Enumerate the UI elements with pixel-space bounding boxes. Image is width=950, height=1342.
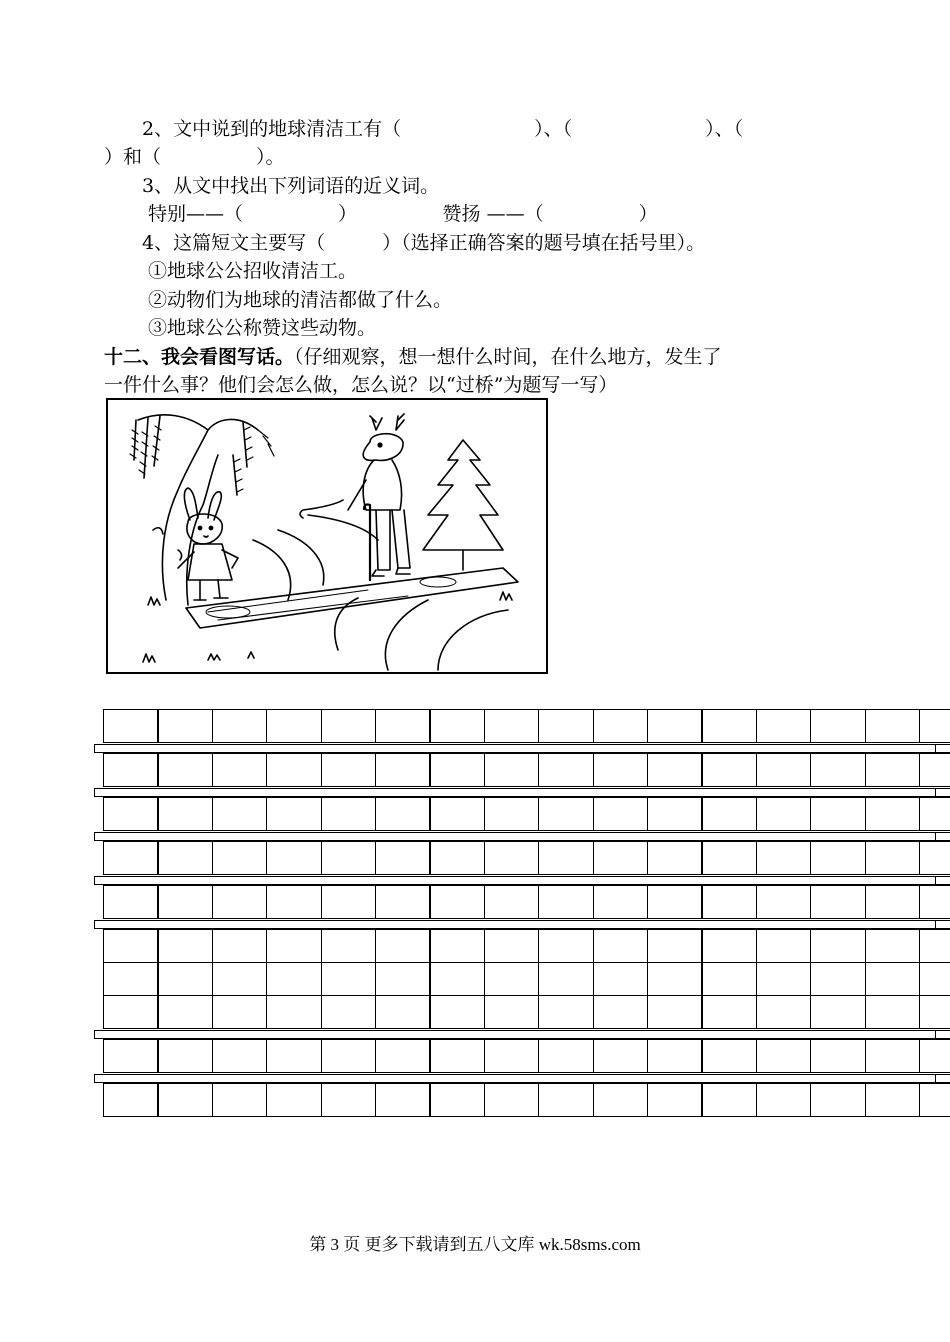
grid-cell[interactable] (266, 885, 322, 919)
grid-cell[interactable] (593, 885, 649, 919)
grid-cell[interactable] (321, 1039, 377, 1073)
grid-cell[interactable] (919, 962, 950, 996)
grid-cell[interactable] (266, 929, 322, 963)
grid-cell[interactable] (157, 797, 213, 831)
grid-cell[interactable] (484, 753, 540, 787)
grid-cell[interactable] (321, 753, 377, 787)
question-3-synonym-pairs: 特别——（ ） 赞扬 ——（ ） (104, 203, 658, 225)
grid-cell[interactable] (157, 1039, 213, 1073)
grid-cell[interactable] (810, 885, 866, 919)
question-2-line-1: 2、文中说到的地球清洁工有（ ）、（ ）、（ (104, 118, 744, 140)
grid-cell[interactable] (810, 709, 866, 743)
grid-cell[interactable] (157, 841, 213, 875)
illustration-drawing (108, 400, 546, 672)
grid-cell[interactable] (266, 962, 322, 996)
grid-cell[interactable] (484, 709, 540, 743)
grid-row (103, 885, 950, 919)
grid-cell[interactable] (429, 841, 485, 875)
grid-cell[interactable] (647, 929, 703, 963)
grid-cell[interactable] (212, 797, 268, 831)
pine-tree (423, 440, 503, 550)
grid-cell[interactable] (919, 929, 950, 963)
grid-row (103, 753, 950, 787)
grid-cell[interactable] (593, 929, 649, 963)
grid-cell[interactable] (865, 753, 921, 787)
grid-cell[interactable] (647, 885, 703, 919)
grid-cell[interactable] (429, 753, 485, 787)
grid-cell[interactable] (321, 1083, 377, 1117)
grid-cell[interactable] (701, 797, 757, 831)
grid-cell[interactable] (701, 709, 757, 743)
grid-cell[interactable] (375, 885, 431, 919)
grid-cell[interactable] (103, 841, 159, 875)
grid-row (103, 709, 950, 743)
grid-cell[interactable] (538, 929, 594, 963)
grid-cell[interactable] (103, 1039, 159, 1073)
grid-cell[interactable] (103, 929, 159, 963)
grid-cell[interactable] (756, 709, 812, 743)
grid-cell[interactable] (484, 1083, 540, 1117)
grid-cell[interactable] (538, 753, 594, 787)
grid-cell[interactable] (919, 1039, 950, 1073)
grid-row (103, 995, 950, 1029)
grid-cell[interactable] (919, 995, 950, 1029)
option-1: ①地球公公招收清洁工。 (104, 260, 358, 282)
grid-cell[interactable] (593, 797, 649, 831)
grid-cell[interactable] (647, 1083, 703, 1117)
grid-cell[interactable] (593, 962, 649, 996)
grid-cell[interactable] (865, 929, 921, 963)
log-bridge (186, 568, 518, 628)
grid-cell[interactable] (701, 995, 757, 1029)
grid-cell[interactable] (647, 841, 703, 875)
grid-row-separator (94, 744, 950, 753)
grid-cell[interactable] (865, 885, 921, 919)
grid-cell[interactable] (321, 962, 377, 996)
grid-cell[interactable] (484, 841, 540, 875)
grid-cell[interactable] (756, 995, 812, 1029)
grid-cell[interactable] (701, 1039, 757, 1073)
grid-row (103, 1039, 950, 1073)
grid-cell[interactable] (756, 841, 812, 875)
grid-cell[interactable] (429, 995, 485, 1029)
grid-cell[interactable] (810, 841, 866, 875)
grid-cell[interactable] (157, 995, 213, 1029)
grid-cell[interactable] (701, 1083, 757, 1117)
grid-row (103, 841, 950, 875)
deer-with-cane (348, 414, 410, 580)
grid-row-separator (94, 832, 950, 841)
grid-cell[interactable] (484, 1039, 540, 1073)
illustration-crossing-bridge (106, 398, 548, 674)
page-footer: 第 3 页 更多下载请到五八文库 wk.58sms.com (309, 1235, 641, 1254)
grid-cell[interactable] (647, 995, 703, 1029)
grid-row (103, 797, 950, 831)
section-12-instruction-line-2: 一件什么事？他们会怎么做，怎么说？以“过桥”为题写一写） (104, 374, 618, 396)
grid-cell[interactable] (375, 841, 431, 875)
grid-cell[interactable] (157, 753, 213, 787)
grid-cell[interactable] (756, 797, 812, 831)
grid-cell[interactable] (810, 1039, 866, 1073)
grid-row-separator (94, 1030, 950, 1039)
grid-cell[interactable] (865, 995, 921, 1029)
grid-row-separator (94, 788, 950, 797)
grid-cell[interactable] (701, 962, 757, 996)
grid-cell[interactable] (321, 885, 377, 919)
grid-cell[interactable] (538, 797, 594, 831)
grid-cell[interactable] (212, 929, 268, 963)
grid-cell[interactable] (266, 709, 322, 743)
grid-cell[interactable] (266, 995, 322, 1029)
grid-cell[interactable] (865, 841, 921, 875)
grid-cell[interactable] (321, 797, 377, 831)
grid-cell[interactable] (429, 1039, 485, 1073)
grid-cell[interactable] (919, 885, 950, 919)
grid-cell[interactable] (865, 709, 921, 743)
grid-cell[interactable] (266, 753, 322, 787)
grid-cell[interactable] (375, 929, 431, 963)
grid-cell[interactable] (538, 709, 594, 743)
grid-cell[interactable] (810, 962, 866, 996)
grid-row-separator (94, 920, 950, 929)
question-3: 3、从文中找出下列词语的近义词。 (104, 175, 440, 197)
grid-cell[interactable] (538, 1083, 594, 1117)
grid-row-separator (94, 876, 950, 885)
grid-cell[interactable] (212, 995, 268, 1029)
grid-cell[interactable] (157, 962, 213, 996)
grid-cell[interactable] (538, 1039, 594, 1073)
grid-cell[interactable] (103, 995, 159, 1029)
grid-cell[interactable] (321, 709, 377, 743)
grid-cell[interactable] (429, 797, 485, 831)
grid-cell[interactable] (266, 797, 322, 831)
grid-cell[interactable] (756, 1083, 812, 1117)
grid-cell[interactable] (266, 841, 322, 875)
grid-cell[interactable] (756, 962, 812, 996)
grid-cell[interactable] (157, 885, 213, 919)
grid-row (103, 929, 950, 963)
grid-cell[interactable] (810, 995, 866, 1029)
grid-cell[interactable] (429, 885, 485, 919)
grid-cell[interactable] (593, 995, 649, 1029)
grid-cell[interactable] (701, 841, 757, 875)
grid-cell[interactable] (429, 1083, 485, 1117)
grid-cell[interactable] (375, 753, 431, 787)
grid-cell[interactable] (375, 1039, 431, 1073)
grid-row-separator (94, 1074, 950, 1083)
option-2: ②动物们为地球的清洁都做了什么。 (104, 289, 453, 311)
grid-cell[interactable] (212, 1039, 268, 1073)
grid-cell[interactable] (593, 709, 649, 743)
grid-cell[interactable] (429, 962, 485, 996)
grid-cell[interactable] (647, 709, 703, 743)
tree-trunk (162, 430, 208, 600)
grid-cell[interactable] (212, 962, 268, 996)
grid-cell[interactable] (701, 753, 757, 787)
grid-cell[interactable] (810, 753, 866, 787)
grid-cell[interactable] (103, 797, 159, 831)
grid-cell[interactable] (701, 929, 757, 963)
section-12-instruction-part1: （仔细观察，想一想什么时间，在什么地方，发生了 (294, 346, 722, 368)
grid-cell[interactable] (919, 709, 950, 743)
grid-cell[interactable] (484, 797, 540, 831)
grid-cell[interactable] (538, 841, 594, 875)
grid-cell[interactable] (810, 797, 866, 831)
grid-cell[interactable] (756, 1039, 812, 1073)
grid-cell[interactable] (103, 709, 159, 743)
grid-cell[interactable] (212, 709, 268, 743)
grid-cell[interactable] (375, 797, 431, 831)
grid-cell[interactable] (212, 1083, 268, 1117)
grid-cell[interactable] (484, 962, 540, 996)
grid-row (103, 962, 950, 996)
grid-cell[interactable] (756, 885, 812, 919)
grid-cell[interactable] (212, 753, 268, 787)
grid-cell[interactable] (429, 929, 485, 963)
grid-cell[interactable] (701, 885, 757, 919)
grid-cell[interactable] (919, 797, 950, 831)
grid-cell[interactable] (375, 709, 431, 743)
grid-cell[interactable] (647, 753, 703, 787)
grid-cell[interactable] (865, 962, 921, 996)
question-2-line-2: ）和（ ）。 (104, 146, 285, 168)
grid-cell[interactable] (756, 753, 812, 787)
grid-cell[interactable] (157, 929, 213, 963)
grid-cell[interactable] (647, 1039, 703, 1073)
question-4: 4、这篇短文主要写（ ）（选择正确答案的题号填在括号里）。 (104, 232, 706, 254)
grid-cell[interactable] (919, 1083, 950, 1117)
grid-cell[interactable] (321, 841, 377, 875)
grid-cell[interactable] (593, 753, 649, 787)
grid-cell[interactable] (810, 929, 866, 963)
grid-cell[interactable] (429, 709, 485, 743)
grid-cell[interactable] (103, 962, 159, 996)
grid-cell[interactable] (266, 1039, 322, 1073)
grid-cell[interactable] (375, 1083, 431, 1117)
grid-cell[interactable] (919, 841, 950, 875)
grid-cell[interactable] (647, 962, 703, 996)
grid-cell[interactable] (103, 885, 159, 919)
grid-cell[interactable] (103, 753, 159, 787)
grid-cell[interactable] (157, 1083, 213, 1117)
grid-row (103, 1083, 950, 1117)
grid-cell[interactable] (865, 797, 921, 831)
option-3: ③地球公公称赞这些动物。 (104, 317, 377, 339)
grid-cell[interactable] (810, 1083, 866, 1117)
grid-cell[interactable] (593, 841, 649, 875)
grid-cell[interactable] (593, 1039, 649, 1073)
grid-cell[interactable] (321, 929, 377, 963)
grid-cell[interactable] (538, 995, 594, 1029)
grid-cell[interactable] (212, 841, 268, 875)
grid-cell[interactable] (103, 1083, 159, 1117)
grid-cell[interactable] (212, 885, 268, 919)
grid-cell[interactable] (538, 962, 594, 996)
grid-cell[interactable] (919, 753, 950, 787)
grid-cell[interactable] (647, 797, 703, 831)
grid-cell[interactable] (865, 1083, 921, 1117)
section-12-heading (104, 344, 722, 370)
grid-cell[interactable] (865, 1039, 921, 1073)
grid-cell[interactable] (484, 995, 540, 1029)
grid-cell[interactable] (756, 929, 812, 963)
grid-cell[interactable] (593, 1083, 649, 1117)
grid-cell[interactable] (321, 995, 377, 1029)
grid-cell[interactable] (157, 709, 213, 743)
grid-cell[interactable] (375, 995, 431, 1029)
grid-cell[interactable] (484, 929, 540, 963)
section-12-label: 十二、我会看图写话。 (104, 346, 295, 368)
grid-cell[interactable] (375, 962, 431, 996)
grid-cell[interactable] (266, 1083, 322, 1117)
grid-cell[interactable] (484, 885, 540, 919)
grid-cell[interactable] (538, 885, 594, 919)
